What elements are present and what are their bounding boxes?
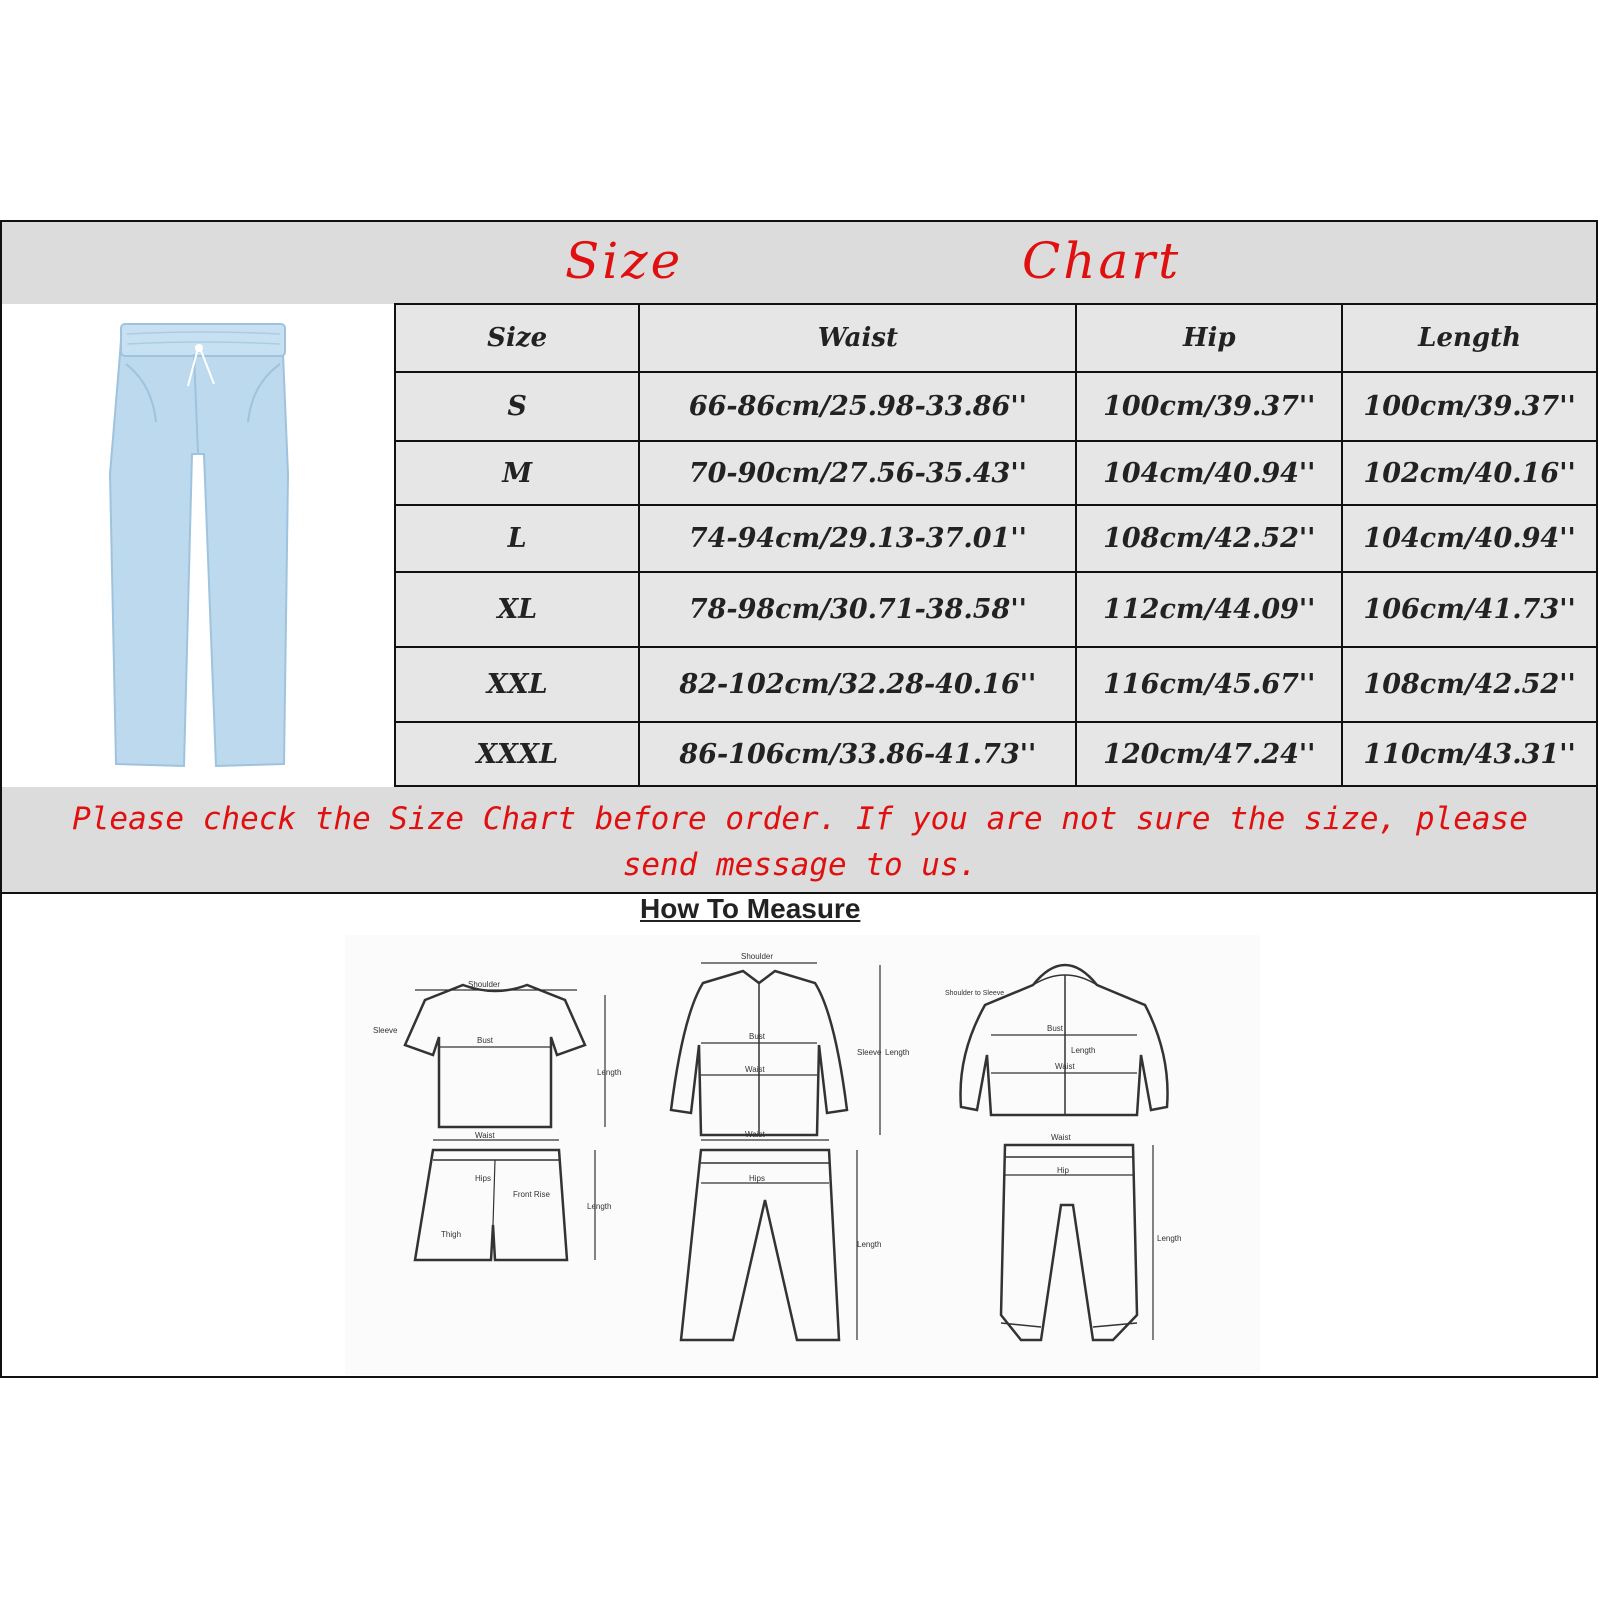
- garment-sketches: [345, 935, 1260, 1375]
- header-size: Size: [395, 304, 639, 372]
- size-table: [394, 303, 1598, 787]
- svg-text:Shoulder: Shoulder: [468, 980, 501, 989]
- svg-text:Length: Length: [885, 1048, 910, 1057]
- order-note-line-2: send message to us.: [622, 847, 978, 883]
- cell-hip: 112cm/44.09'': [1076, 572, 1342, 647]
- svg-text:Front Rise: Front Rise: [513, 1190, 550, 1199]
- svg-text:Length: Length: [1157, 1234, 1182, 1243]
- header-waist: Waist: [639, 304, 1076, 372]
- table-row: [395, 372, 1597, 441]
- cell-length: 104cm/40.94'': [1342, 505, 1597, 572]
- table-header-row: [395, 304, 1597, 372]
- cell-hip: 116cm/45.67'': [1076, 647, 1342, 722]
- cell-waist: 86-106cm/33.86-41.73'': [639, 722, 1076, 786]
- title-band: [2, 222, 1596, 304]
- cell-size: XL: [395, 572, 639, 647]
- svg-text:Thigh: Thigh: [441, 1230, 462, 1239]
- cell-hip: 100cm/39.37'': [1076, 372, 1342, 441]
- header-length: Length: [1342, 304, 1597, 372]
- svg-text:Waist: Waist: [475, 1131, 495, 1140]
- shirt-diagram: [671, 952, 909, 1135]
- cell-waist: 74-94cm/29.13-37.01'': [639, 505, 1076, 572]
- cell-length: 106cm/41.73'': [1342, 572, 1597, 647]
- table-row: [395, 441, 1597, 505]
- cell-hip: 120cm/47.24'': [1076, 722, 1342, 786]
- title-chart: Chart: [1022, 232, 1182, 290]
- svg-text:Sleeve: Sleeve: [857, 1048, 882, 1057]
- table-row: [395, 647, 1597, 722]
- hoodie-diagram: [945, 965, 1168, 1115]
- svg-text:Hip: Hip: [1057, 1166, 1070, 1175]
- how-to-measure-title: How To Measure: [640, 893, 861, 924]
- svg-text:Bust: Bust: [749, 1032, 766, 1041]
- cell-length: 102cm/40.16'': [1342, 441, 1597, 505]
- cell-size: M: [395, 441, 639, 505]
- title-size: Size: [565, 232, 684, 290]
- svg-text:Length: Length: [587, 1202, 612, 1211]
- product-photo: [2, 304, 394, 786]
- table-row: [395, 505, 1597, 572]
- order-note-line-1: Please check the Size Chart before order. If you are not sure the size, please: [72, 801, 1528, 837]
- svg-text:Bust: Bust: [477, 1036, 494, 1045]
- svg-text:Sleeve: Sleeve: [373, 1026, 398, 1035]
- svg-text:Waist: Waist: [1051, 1133, 1071, 1142]
- svg-text:Hips: Hips: [475, 1174, 492, 1183]
- svg-text:Waist: Waist: [1055, 1062, 1075, 1071]
- cell-length: 108cm/42.52'': [1342, 647, 1597, 722]
- cell-size: XXXL: [395, 722, 639, 786]
- svg-text:Waist: Waist: [745, 1065, 765, 1074]
- cell-hip: 108cm/42.52'': [1076, 505, 1342, 572]
- svg-text:Bust: Bust: [1047, 1024, 1064, 1033]
- cell-waist: 70-90cm/27.56-35.43'': [639, 441, 1076, 505]
- shorts-diagram: [415, 1131, 611, 1260]
- cell-waist: 78-98cm/30.71-38.58'': [639, 572, 1076, 647]
- cell-hip: 104cm/40.94'': [1076, 441, 1342, 505]
- joggers-diagram: [1001, 1133, 1181, 1340]
- svg-text:Length: Length: [1071, 1046, 1096, 1055]
- cell-waist: 66-86cm/25.98-33.86'': [639, 372, 1076, 441]
- pants-image: [2, 304, 394, 786]
- cell-size: L: [395, 505, 639, 572]
- svg-text:Waist: Waist: [745, 1130, 765, 1139]
- cell-size: S: [395, 372, 639, 441]
- svg-text:Hips: Hips: [749, 1174, 766, 1183]
- svg-text:Shoulder to Sleeve: Shoulder to Sleeve: [945, 990, 1005, 997]
- tshirt-diagram: [373, 980, 621, 1127]
- table-row: [395, 572, 1597, 647]
- svg-text:Shoulder: Shoulder: [741, 952, 774, 961]
- cell-waist: 82-102cm/32.28-40.16'': [639, 647, 1076, 722]
- cell-length: 110cm/43.31'': [1342, 722, 1597, 786]
- order-note: [20, 796, 1580, 888]
- measurement-diagrams: [345, 935, 1260, 1375]
- table-row: [395, 722, 1597, 786]
- header-hip: Hip: [1076, 304, 1342, 372]
- cell-length: 100cm/39.37'': [1342, 372, 1597, 441]
- svg-text:Length: Length: [857, 1240, 882, 1249]
- svg-text:Length: Length: [597, 1068, 622, 1077]
- trousers-diagram: [681, 1130, 881, 1340]
- cell-size: XXL: [395, 647, 639, 722]
